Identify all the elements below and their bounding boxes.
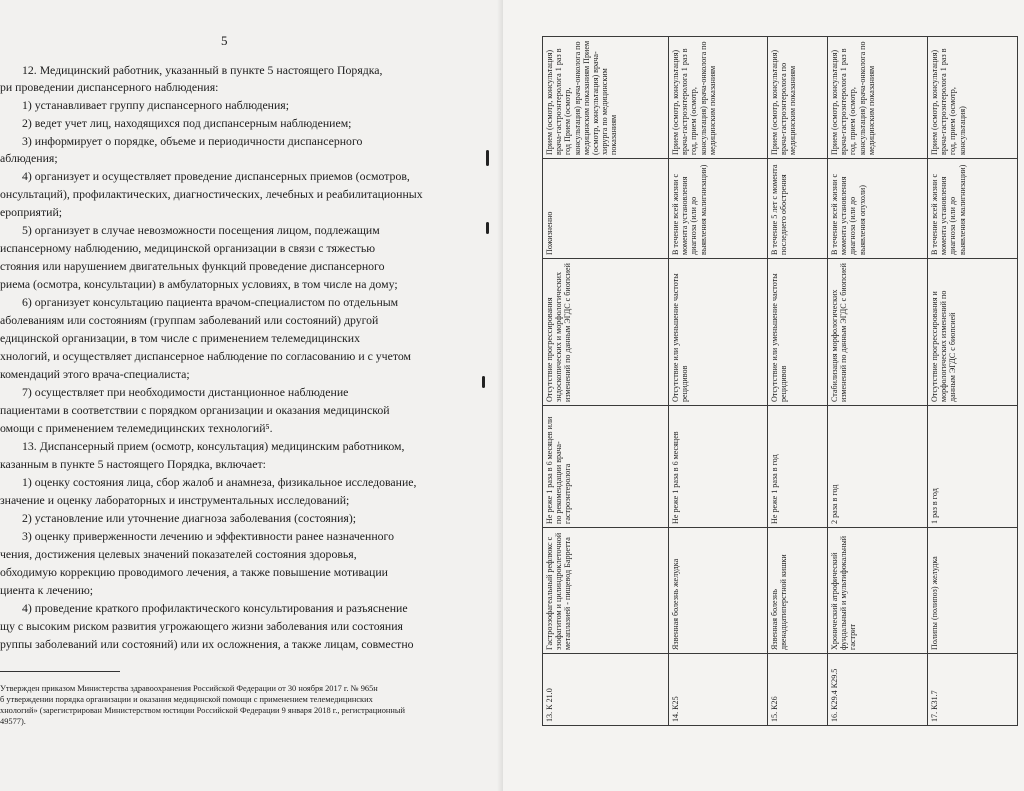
- rotated-table: [542, 37, 992, 726]
- text-line: 12. Медицинский работник, указанный в пункте 5 настоящего Порядка,: [22, 63, 383, 77]
- text-line: 4) проведение краткого профилактического консультирования и разъяснение: [22, 601, 408, 615]
- text-line: щу с высоким риском развития угрожающего жизни заболевания или состояния: [0, 619, 403, 633]
- margin-mark: [486, 222, 489, 234]
- text-line: 6) организует консультацию пациента врачом-специалистом по отдельным: [22, 295, 399, 309]
- table-cell: Хронический атрофический фундальный и мультифокальный гастрит: [828, 528, 928, 654]
- table-row: [828, 37, 928, 726]
- table-cell: Язвенная болезнь желудка: [669, 528, 768, 654]
- table-cell: Отсутствие прогрессирования эндоскопических и морфологических изменений по данным ЭГДС с биопсией: [543, 259, 669, 406]
- text-line: едицинской организации, в том числе с применением телемедицинских: [0, 331, 360, 345]
- table-cell: 15. К26: [768, 654, 828, 726]
- text-line: 1) оценку состояния лица, сбор жалоб и анамнеза, физикальное исследование,: [22, 475, 417, 489]
- table-row: [543, 37, 669, 726]
- table-cell: Прием (осмотр, консультация) врача-гастроэнтеролога 1 раз в год Прием (осмотр, консультация) врача-онколога по медицинским показаниям Прием (осмотр, консультация) врача-хирурга по медицинским показаниям: [543, 37, 669, 159]
- footnote-divider: [0, 671, 120, 672]
- margin-mark: [482, 376, 485, 388]
- text-line: аболеваниям или состояниям (группам заболеваний или состояний) другой: [0, 313, 379, 327]
- text-line: 2) установление или уточнение диагноза заболевания (состояния);: [22, 511, 357, 525]
- footnote-line: Утвержден приказом Министерства здравоохранения Российской Федерации от 30 ноября 2017 г. № 965н: [0, 684, 378, 693]
- text-line: руппы заболеваний или состояний) или их осложнения, а также лицам, совместно: [0, 637, 414, 651]
- footnote-line: 49577).: [0, 717, 26, 726]
- table-cell: Прием (осмотр, консультация) врача-гастроэнтеролога 1 раз в год, прием (осмотр, консультация): [928, 37, 1018, 159]
- table-cell: В течение всей жизни с момента установления диагноза (или до выявления малигнизации): [928, 159, 1018, 259]
- table-cell: В течение всей жизни с момента установления диагноза (или до выявления малигнизации): [669, 159, 768, 259]
- text-line: 5) организует в случае невозможности посещения лицом, подлежащим: [22, 223, 380, 237]
- table-cell: Не реже 1 раза в 6 месяцев или по рекомендации врача-гастроэнтеролога: [543, 406, 669, 528]
- text-line: хнологий, и осуществляет диспансерное наблюдение по согласованию и с учетом: [0, 349, 411, 363]
- text-line: 7) осуществляет при необходимости дистанционное наблюдение: [22, 385, 349, 399]
- table-cell: Гастроэзофагеальный рефлюкс с эзофагитом и цилиндроклеточной метаплазией - пищевод Барретта: [543, 528, 669, 654]
- text-line: омощи с применением телемедицинских технологий⁵.: [0, 421, 273, 435]
- text-line: пациентами в соответствии с порядком организации и оказания медицинской: [0, 403, 390, 417]
- text-line: 4) организует и осуществляет проведение диспансерных приемов (осмотров,: [22, 169, 410, 183]
- text-line: комендаций этого врача-специалиста;: [0, 367, 190, 381]
- text-line: значение и оценку лабораторных и инструментальных исследований;: [0, 493, 350, 507]
- table-cell: Пожизненно: [543, 159, 669, 259]
- table-row: [669, 37, 768, 726]
- footnote-line: б утверждении порядка организации и оказания медицинской помощи с применением телемедицинских: [0, 695, 373, 704]
- table-cell: Язвенная болезнь двенадцатиперстной кишки: [768, 528, 828, 654]
- table-cell: Прием (осмотр, консультация) врача-гастроэнтеролога 1 раз в год, прием (осмотр, консультация) врача-онколога по медицинским показаниям: [669, 37, 768, 159]
- table-cell: В течение 5 лет с момента последнего обострения: [768, 159, 828, 259]
- table-cell: Отсутствие или уменьшение частоты рецидивов: [768, 259, 828, 406]
- margin-mark: [486, 150, 489, 166]
- text-line: 3) информирует о порядке, объеме и периодичности диспансерного: [22, 134, 363, 148]
- table-cell: 14. К25: [669, 654, 768, 726]
- text-line: 3) оценку приверженности лечению и эффективности ранее назначенного: [22, 529, 394, 543]
- text-line: 13. Диспансерный прием (осмотр, консультация) медицинским работником,: [22, 439, 405, 453]
- table-row: [928, 37, 1018, 726]
- table-cell: Не реже 1 раза в год: [768, 406, 828, 528]
- text-line: циента к лечению;: [0, 583, 94, 597]
- text-line: казанным в пункте 5 настоящего Порядка, включает:: [0, 457, 266, 471]
- dispensary-table: [542, 36, 1018, 726]
- text-line: ероприятий;: [0, 205, 63, 219]
- text-line: риема (осмотра, консультации) в амбулаторных условиях, в том числе на дому;: [0, 277, 398, 291]
- text-line: чения, достижения целевых значений показателей состояния здоровья,: [0, 547, 357, 561]
- text-line: 1) устанавливает группу диспансерного наблюдения;: [22, 98, 290, 112]
- table-cell: 16. К29.4 К29.5: [828, 654, 928, 726]
- table-cell: 2 раза в год: [828, 406, 928, 528]
- page-number: 5: [221, 33, 228, 48]
- text-line: испансерному наблюдению, медицинской организации в связи с тяжестью: [0, 241, 376, 255]
- table-cell: 17. К31.7: [928, 654, 1018, 726]
- table-cell: 13. К 21.0: [543, 654, 669, 726]
- left-page: [0, 0, 503, 791]
- table-cell: 1 раз в год: [928, 406, 1018, 528]
- table-row: [768, 37, 828, 726]
- footnote-line: хнологий» (зарегистрирован Министерством юстиции Российской Федерации 9 января 2018 г., регистрационный: [0, 706, 405, 715]
- text-line: ри проведении диспансерного наблюдения:: [0, 80, 219, 94]
- table-cell: Отсутствие или уменьшение частоты рецидивов: [669, 259, 768, 406]
- text-line: 2) ведет учет лиц, находящихся под диспансерным наблюдением;: [22, 116, 352, 130]
- text-line: аблюдения;: [0, 151, 58, 165]
- table-cell: Полипы (полипоз) желудка: [928, 528, 1018, 654]
- table-cell: Прием (осмотр, консультация) врача-гастроэнтеролога 1 раз в год, прием (осмотр, консультация) врача-онколога по медицинским показаниям: [828, 37, 928, 159]
- table-cell: В течение всей жизни с момента установления диагноза (или до выявления опухоли): [828, 159, 928, 259]
- text-line: обходимую коррекцию проводимого лечения, а также повышение мотивации: [0, 565, 389, 579]
- table-cell: Прием (осмотр, консультация) врача-гастроэнтеролога по медицинским показаниям: [768, 37, 828, 159]
- table-cell: Отсутствие прогрессирования и морфологических изменений по данным ЭГДС с биопсией: [928, 259, 1018, 406]
- table-cell: Стабилизация морфологических изменений по данным ЭГДС с биопсией: [828, 259, 928, 406]
- text-line: онсультаций), профилактических, диагностических, лечебных и реабилитационных: [0, 187, 423, 201]
- text-line: стояния или нарушением двигательных функций проведение диспансерного: [0, 259, 385, 273]
- table-cell: Не реже 1 раза в 6 месяцев: [669, 406, 768, 528]
